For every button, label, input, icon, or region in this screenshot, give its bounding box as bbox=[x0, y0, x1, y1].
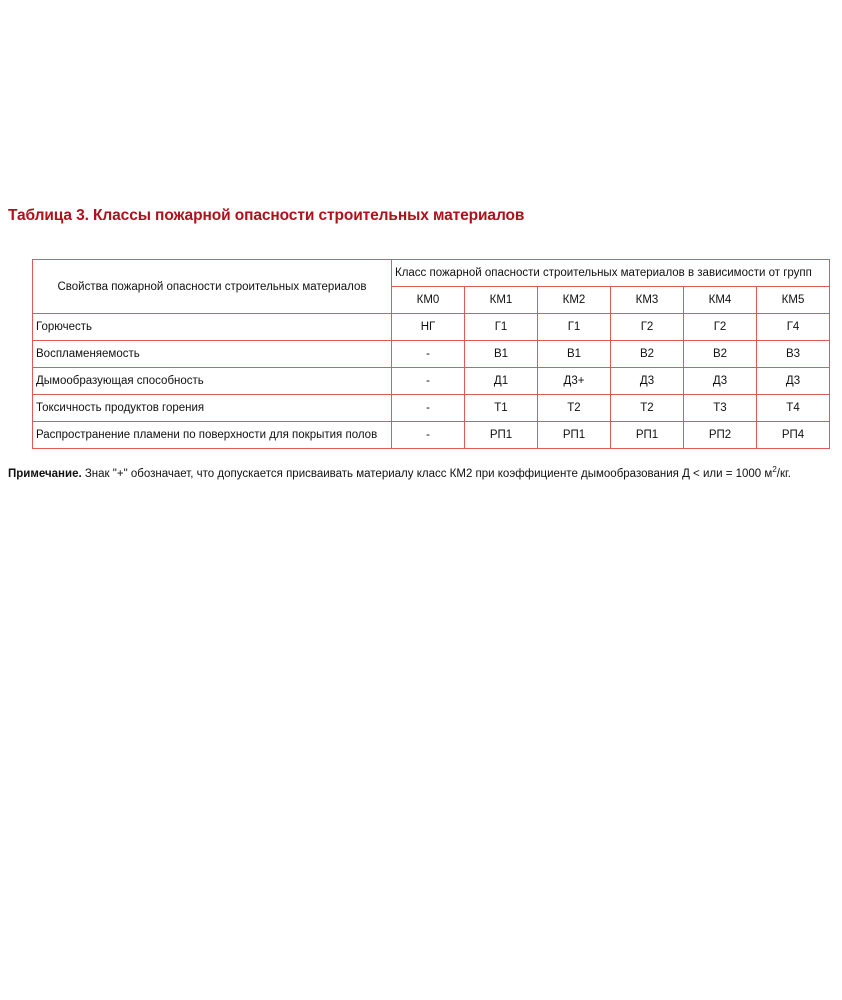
table-cell: Г1 bbox=[465, 314, 538, 341]
table-cell: РП1 bbox=[611, 422, 684, 449]
property-name: Воспламеняемость bbox=[33, 341, 392, 368]
table-cell: В2 bbox=[611, 341, 684, 368]
fire-class-table bbox=[32, 259, 830, 449]
class-code-cell: КМ2 bbox=[538, 287, 611, 314]
table-row bbox=[33, 395, 830, 422]
note-label: Примечание. bbox=[8, 468, 82, 480]
table-cell: Г4 bbox=[757, 314, 830, 341]
note-suffix: /кг. bbox=[776, 468, 791, 480]
table-row bbox=[33, 422, 830, 449]
page-title: Таблица 3. Классы пожарной опасности строительных материалов bbox=[8, 207, 525, 224]
class-code-cell: КМ4 bbox=[684, 287, 757, 314]
table-cell: РП2 bbox=[684, 422, 757, 449]
note-superscript: 2 bbox=[772, 465, 777, 475]
table-cell: Г2 bbox=[611, 314, 684, 341]
table-cell: - bbox=[392, 368, 465, 395]
table-cell: В1 bbox=[465, 341, 538, 368]
table-cell: В1 bbox=[538, 341, 611, 368]
table-cell: РП4 bbox=[757, 422, 830, 449]
class-code-cell: КМ3 bbox=[611, 287, 684, 314]
note-text: Знак "+" обозначает, что допускается присваивать материалу класс КМ2 при коэффициенте дымообразования Д < или = 1000 м bbox=[81, 468, 773, 480]
class-code-cell: КМ5 bbox=[757, 287, 830, 314]
table-row bbox=[33, 368, 830, 395]
table-cell: В2 bbox=[684, 341, 757, 368]
table-cell: Д1 bbox=[465, 368, 538, 395]
property-name: Дымообразующая способность bbox=[33, 368, 392, 395]
table-cell: РП1 bbox=[465, 422, 538, 449]
footnote bbox=[8, 465, 791, 480]
table-cell: Т2 bbox=[611, 395, 684, 422]
property-name: Токсичность продуктов горения bbox=[33, 395, 392, 422]
table-cell: В3 bbox=[757, 341, 830, 368]
table-cell: Г2 bbox=[684, 314, 757, 341]
table-cell: Д3 bbox=[757, 368, 830, 395]
table-cell: Д3+ bbox=[538, 368, 611, 395]
table-cell: Д3 bbox=[684, 368, 757, 395]
table-cell: - bbox=[392, 422, 465, 449]
property-column-header: Свойства пожарной опасности строительных материалов bbox=[33, 260, 392, 314]
table-cell: Т4 bbox=[757, 395, 830, 422]
class-group-header: Класс пожарной опасности строительных материалов в зависимости от групп bbox=[392, 260, 830, 287]
table-row bbox=[33, 341, 830, 368]
property-name: Горючесть bbox=[33, 314, 392, 341]
table-cell: Д3 bbox=[611, 368, 684, 395]
class-code-cell: КМ1 bbox=[465, 287, 538, 314]
table-cell: НГ bbox=[392, 314, 465, 341]
table-header-row bbox=[33, 260, 830, 287]
table-cell: - bbox=[392, 341, 465, 368]
table-cell: РП1 bbox=[538, 422, 611, 449]
property-name: Распространение пламени по поверхности для покрытия полов bbox=[33, 422, 392, 449]
table-cell: Т2 bbox=[538, 395, 611, 422]
table-row bbox=[33, 314, 830, 341]
table-cell: Т3 bbox=[684, 395, 757, 422]
table-cell: Г1 bbox=[538, 314, 611, 341]
class-code-cell: КМ0 bbox=[392, 287, 465, 314]
table-cell: Т1 bbox=[465, 395, 538, 422]
table-cell: - bbox=[392, 395, 465, 422]
